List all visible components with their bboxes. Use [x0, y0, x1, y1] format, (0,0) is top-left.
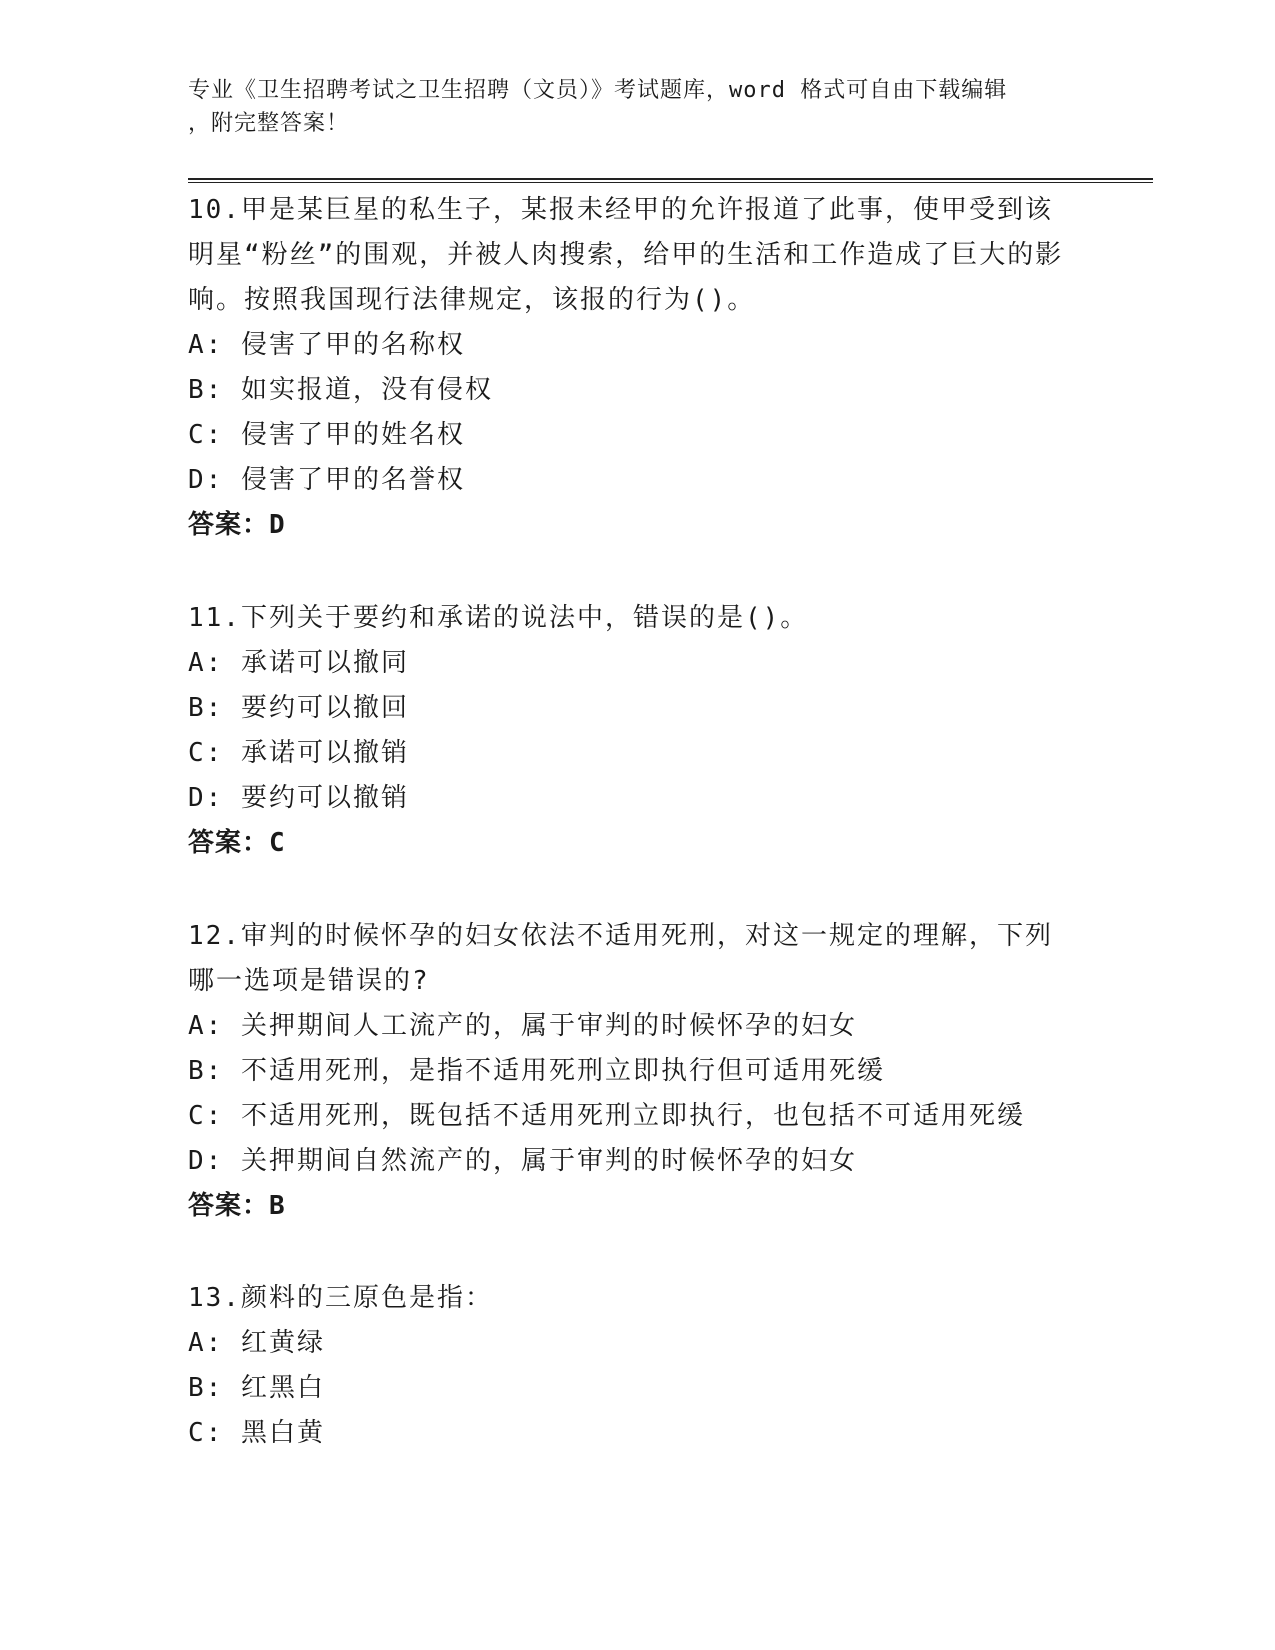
question-text: 11.下列关于要约和承诺的说法中，错误的是()。 [188, 603, 809, 633]
question-text: 12.审判的时候怀孕的妇女依法不适用死刑，对这一规定的理解，下列哪一选项是错误的? [188, 921, 1053, 996]
option-b: B: 如实报道，没有侵权 [188, 375, 493, 405]
option-c: C: 不适用死刑，既包括不适用死刑立即执行，也包括不可适用死缓 [188, 1101, 1025, 1131]
option-a: A: 侵害了甲的名称权 [188, 330, 465, 360]
question-12 [188, 914, 1078, 1229]
question-10 [188, 188, 1078, 548]
answer: 答案：D [188, 510, 286, 540]
option-a: A: 红黄绿 [188, 1328, 325, 1358]
option-b: B: 要约可以撤回 [188, 693, 409, 723]
option-b: B: 红黑白 [188, 1373, 325, 1403]
option-c: C: 侵害了甲的姓名权 [188, 420, 465, 450]
option-d: D: 关押期间自然流产的，属于审判的时候怀孕的妇女 [188, 1146, 857, 1176]
option-d: D: 要约可以撤销 [188, 783, 409, 813]
option-d: D: 侵害了甲的名誉权 [188, 465, 465, 495]
question-text: 13.颜料的三原色是指： [188, 1283, 493, 1313]
option-a: A: 关押期间人工流产的，属于审判的时候怀孕的妇女 [188, 1011, 857, 1041]
option-b: B: 不适用死刑，是指不适用死刑立即执行但可适用死缓 [188, 1056, 885, 1086]
question-11 [188, 596, 1078, 866]
question-13 [188, 1276, 1078, 1456]
document-header [188, 74, 1068, 140]
option-c: C: 黑白黄 [188, 1418, 325, 1448]
header-line-1: 专业《卫生招聘考试之卫生招聘（文员）》考试题库，word 格式可自由下载编辑 [188, 78, 1008, 103]
header-divider [188, 178, 1153, 184]
option-a: A: 承诺可以撤同 [188, 648, 409, 678]
answer: 答案：B [188, 1191, 286, 1221]
question-text: 10.甲是某巨星的私生子，某报未经甲的允许报道了此事，使甲受到该明星“粉丝”的围观，并被人肉搜索，给甲的生活和工作造成了巨大的影响。按照我国现行法律规定，该报的行为()。 [188, 195, 1064, 315]
answer: 答案：C [188, 828, 286, 858]
option-c: C: 承诺可以撤销 [188, 738, 409, 768]
header-line-2: ，附完整答案！ [188, 111, 350, 136]
